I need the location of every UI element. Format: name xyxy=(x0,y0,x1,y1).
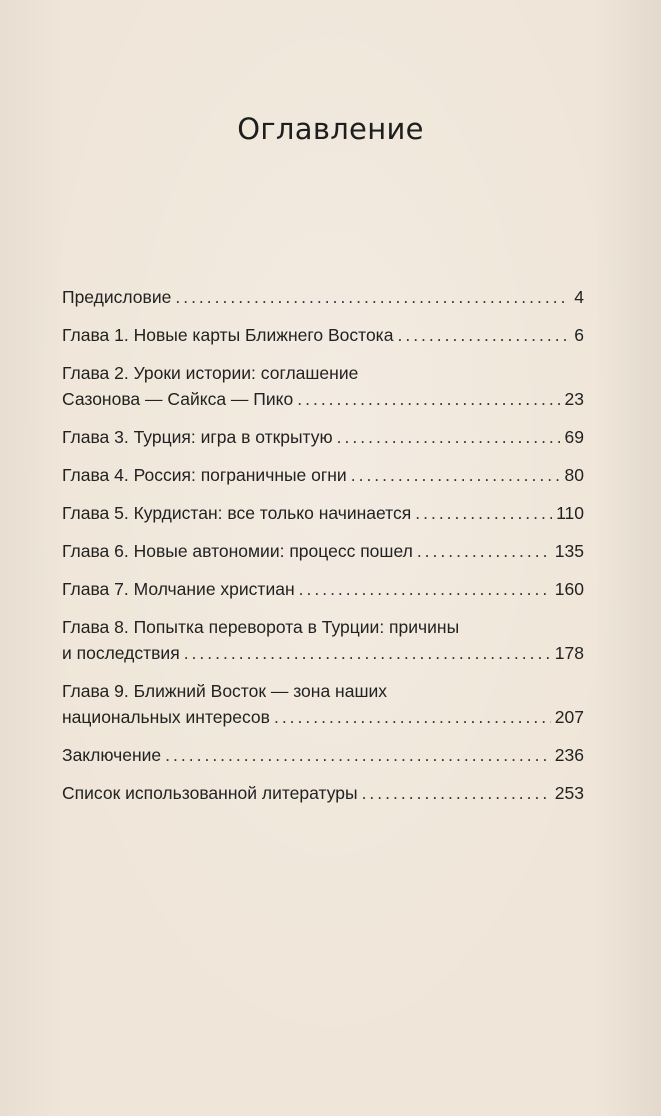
toc-page-number: 236 xyxy=(554,745,584,765)
toc-entry-chapter-3 xyxy=(62,424,584,450)
toc-entry-title-line: Глава 8. Попытка переворота в Турции: причины xyxy=(62,617,460,637)
toc-entry-chapter-5 xyxy=(62,500,584,526)
toc-entry-chapter-4 xyxy=(62,462,584,488)
dot-leader xyxy=(397,322,570,348)
toc-entry-title-line: национальных интересов xyxy=(62,707,270,727)
toc-page-number: 110 xyxy=(556,503,584,523)
toc-entry-chapter-6 xyxy=(62,538,584,564)
toc-entry-title-line: Глава 2. Уроки истории: соглашение xyxy=(62,363,359,383)
table-of-contents xyxy=(62,284,584,818)
toc-page-number: 207 xyxy=(554,707,584,727)
toc-entry-preface xyxy=(62,284,584,310)
toc-entry-chapter-1 xyxy=(62,322,584,348)
toc-entry-chapter-8 xyxy=(62,614,584,666)
toc-entry-title: Заключение xyxy=(62,745,162,765)
toc-entry-title: Глава 4. Россия: пограничные огни xyxy=(62,465,347,485)
dot-leader xyxy=(184,640,551,666)
toc-entry-conclusion xyxy=(62,742,584,768)
toc-entry-title: Глава 3. Турция: игра в открытую xyxy=(62,427,333,447)
toc-page-number: 80 xyxy=(564,465,584,485)
toc-entry-title: Глава 5. Курдистан: все только начинается xyxy=(62,503,412,523)
toc-entry-title-line: Сазонова — Сайкса — Пико xyxy=(62,389,294,409)
toc-entry-title-line: Глава 9. Ближний Восток — зона наших xyxy=(62,681,388,701)
dot-leader xyxy=(297,386,560,412)
toc-entry-chapter-7 xyxy=(62,576,584,602)
dot-leader xyxy=(274,704,551,730)
toc-entry-title: Глава 6. Новые автономии: процесс пошел xyxy=(62,541,413,561)
toc-entry-bibliography xyxy=(62,780,584,806)
toc-entry-chapter-2 xyxy=(62,360,584,412)
toc-page-number: 135 xyxy=(554,541,584,561)
dot-leader xyxy=(299,576,551,602)
toc-page-number: 178 xyxy=(554,643,584,663)
toc-page-number: 6 xyxy=(574,325,584,345)
dot-leader xyxy=(175,284,570,310)
dot-leader xyxy=(415,500,552,526)
toc-page-number: 23 xyxy=(564,389,584,409)
toc-page-number: 160 xyxy=(554,579,584,599)
dot-leader xyxy=(417,538,551,564)
dot-leader xyxy=(337,424,561,450)
toc-page-number: 69 xyxy=(564,427,584,447)
toc-entry-title: Список использованной литературы xyxy=(62,783,358,803)
toc-entry-title-line: и последствия xyxy=(62,643,180,663)
toc-entry-chapter-9 xyxy=(62,678,584,730)
toc-page-number: 253 xyxy=(554,783,584,803)
page-title: Оглавление xyxy=(237,112,424,146)
dot-leader xyxy=(165,742,551,768)
toc-entry-title: Глава 7. Молчание христиан xyxy=(62,579,295,599)
toc-entry-title: Предисловие xyxy=(62,287,172,307)
toc-page-number: 4 xyxy=(574,287,584,307)
toc-entry-title: Глава 1. Новые карты Ближнего Востока xyxy=(62,325,394,345)
dot-leader xyxy=(351,462,561,488)
dot-leader xyxy=(362,780,551,806)
